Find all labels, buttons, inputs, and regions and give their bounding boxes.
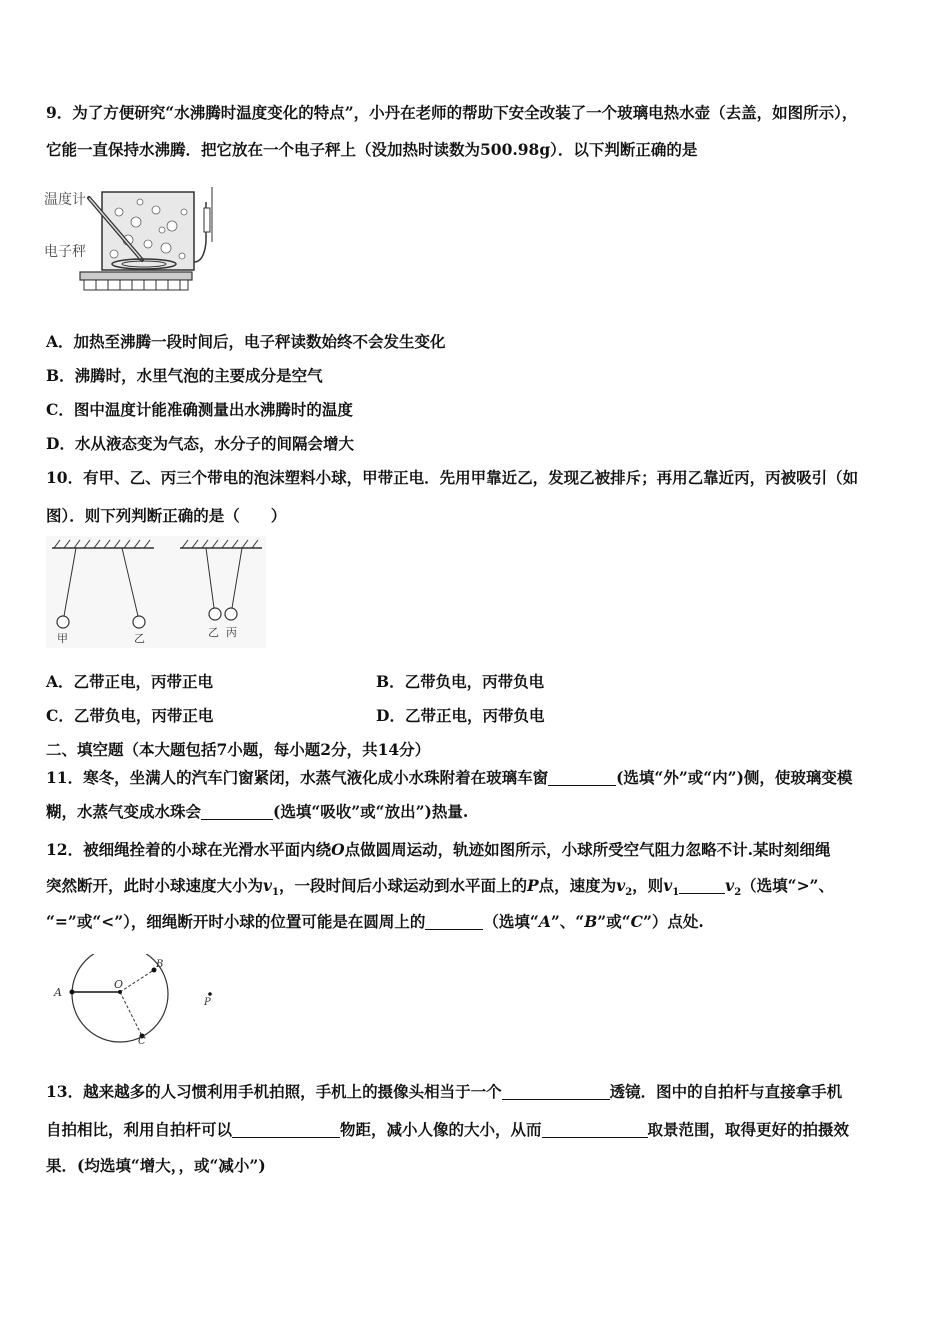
q12-text-6: ，则 — [632, 876, 664, 895]
q11-text-2: (选填“外”或“内”)侧，使玻璃变模 — [616, 768, 853, 787]
q12-blank-2[interactable] — [425, 913, 483, 930]
scale-label: 电子秤 — [44, 244, 86, 260]
q9-stem-line1: 9．为了方便研究“水沸腾时温度变化的特点”，小丹在老师的帮助下安全改装了一个玻璃电热水壶（去盖，如图所示）， — [46, 103, 858, 122]
q12-figure-circular-motion — [50, 954, 230, 1046]
q12-v1-sub: 1 — [272, 887, 279, 899]
q12-line3 — [46, 912, 916, 932]
q11-line2 — [46, 802, 916, 822]
q12-text-4: ，一段时间后小球运动到水平面上的 — [279, 876, 528, 895]
q13-text-5: 取景范围，取得更好的拍摄效 — [647, 1120, 850, 1139]
ball-yi-label-right: 乙 — [208, 626, 219, 639]
point-p-label: P — [204, 997, 211, 1008]
point-c-label: C — [138, 1036, 146, 1046]
q9-option-c[interactable]: C．图中温度计能准确测量出水沸腾时的温度 — [46, 400, 353, 419]
q12-line1 — [46, 840, 916, 860]
q12-text-10: ”、“ — [550, 912, 585, 931]
point-b-label: B — [156, 959, 164, 970]
section-fill-in-heading: 二、填空题（本大题包括7小题，每小题2分，共14分） — [46, 740, 431, 759]
q12-text-9: （选填“ — [483, 912, 539, 931]
q12-blank-1[interactable] — [679, 877, 725, 894]
q13-text-4: 物距，减小人像的大小，从而 — [340, 1120, 542, 1139]
q12-v1-compare: v — [663, 876, 673, 895]
q9-figure-kettle-on-scale — [44, 182, 234, 294]
q12-text-7: （选填“>”、 — [741, 876, 834, 895]
q11-blank-2[interactable] — [201, 803, 273, 820]
q12-text-3: 突然断开，此时小球速度大小为 — [46, 876, 264, 895]
q11-text-3: 糊，水蒸气变成水珠会 — [46, 802, 202, 821]
q12-v1: v — [263, 876, 273, 895]
q12-point-o: O — [331, 840, 345, 859]
q9-option-a[interactable]: A．加热至沸腾一段时间后，电子秤读数始终不会发生变化 — [46, 332, 446, 351]
q10-option-b[interactable]: B．乙带负电，丙带负电 — [376, 672, 545, 691]
q11-text-1: 11．寒冬，坐满人的汽车门窗紧闭，水蒸气液化成小水珠附着在玻璃车窗 — [46, 768, 549, 787]
q11-text-4: (选填“吸收”或“放出”)热量. — [273, 802, 469, 821]
q12-v2-compare: v — [725, 876, 735, 895]
q9-option-d[interactable]: D．水从液态变为气态，水分子的间隔会增大 — [46, 434, 354, 453]
q12-text-12: ”）点处. — [642, 912, 704, 931]
q13-line2 — [46, 1120, 916, 1140]
q12-option-letter-c: C — [630, 912, 643, 931]
q13-blank-2[interactable] — [232, 1121, 340, 1138]
q10-option-a[interactable]: A．乙带正电，丙带正电 — [46, 672, 214, 691]
ball-yi-label-left: 乙 — [134, 632, 145, 645]
q13-blank-3[interactable] — [542, 1121, 648, 1138]
q12-line2 — [46, 876, 916, 903]
q12-v2-compare-sub: 2 — [734, 887, 742, 899]
q11-blank-1[interactable] — [548, 769, 616, 786]
q13-line3: 果．(均选填“增大，，或“减小”) — [46, 1156, 266, 1175]
thermometer-label: 温度计 — [44, 192, 86, 208]
q12-v1-compare-sub: 1 — [672, 887, 680, 899]
q12-text-11: ”或“ — [597, 912, 631, 931]
q11-line1 — [46, 768, 916, 788]
q9-option-b[interactable]: B．沸腾时，水里气泡的主要成分是空气 — [46, 366, 323, 385]
q13-text-1: 13．越来越多的人习惯利用手机拍照，手机上的摄像头相当于一个 — [46, 1082, 502, 1101]
q12-v2-sub: 2 — [625, 887, 633, 899]
q10-option-d[interactable]: D．乙带正电，丙带负电 — [376, 706, 545, 725]
q10-option-c[interactable]: C．乙带负电，丙带正电 — [46, 706, 214, 725]
q10-stem-line1: 10．有甲、乙、丙三个带电的泡沫塑料小球，甲带正电．先用甲靠近乙，发现乙被排斥；再用乙靠近丙，丙被吸引（如 — [46, 468, 859, 487]
q13-text-2: 透镜．图中的自拍杆与直接拿手机 — [609, 1082, 843, 1101]
ball-jia-label: 甲 — [57, 632, 68, 645]
ball-bing-label: 丙 — [226, 626, 237, 639]
q12-v2: v — [616, 876, 626, 895]
q12-point-p: P — [527, 876, 539, 895]
q10-figure-charged-balls — [46, 536, 266, 648]
point-a-label: A — [54, 986, 62, 999]
q12-text-2: 点做圆周运动，轨迹如图所示，小球所受空气阻力忽略不计.某时刻细绳 — [344, 840, 831, 859]
q10-stem-line2: 图）．则下列判断正确的是（ ） — [46, 506, 287, 525]
q12-text-1: 12．被细绳拴着的小球在光滑水平面内绕 — [46, 840, 332, 859]
q13-line1 — [46, 1082, 916, 1102]
q9-stem-line2: 它能一直保持水沸腾．把它放在一个电子秤上（没加热时读数为500.98g）．以下判断正确的是 — [46, 140, 698, 159]
q13-text-3: 自拍相比，利用自拍杆可以 — [46, 1120, 233, 1139]
q12-text-5: 点，速度为 — [538, 876, 617, 895]
q12-option-letter-a: A — [538, 912, 551, 931]
q12-text-8: “=”或“<”），细绳断开时小球的位置可能是在圆周上的 — [46, 912, 426, 931]
q12-option-letter-b: B — [584, 912, 598, 931]
point-o-label: O — [114, 978, 124, 991]
q13-blank-1[interactable] — [502, 1083, 610, 1100]
